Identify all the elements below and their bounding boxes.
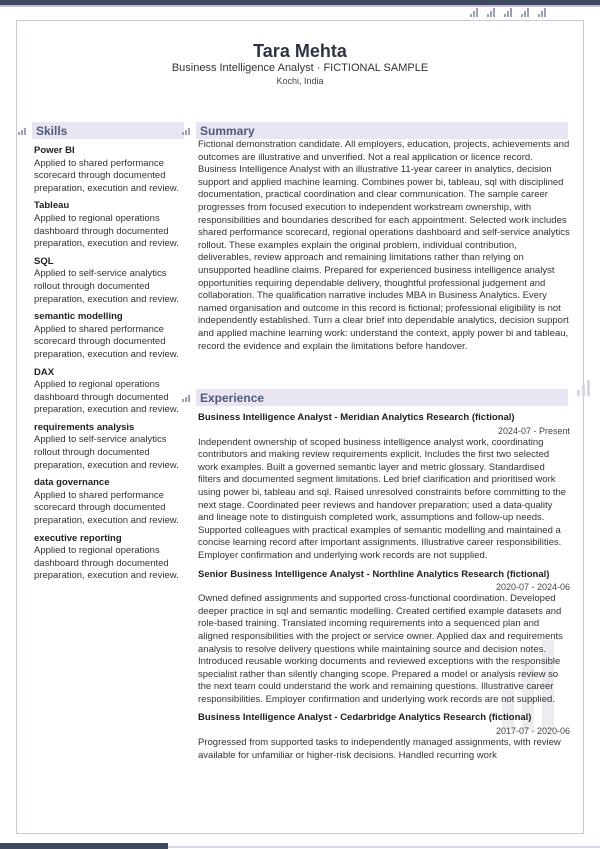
summary-heading: Summary xyxy=(200,123,255,138)
bar-chart-icon xyxy=(538,8,546,17)
job-dates: 2024-07 - Present xyxy=(497,425,570,436)
skill-name: data governance xyxy=(34,477,110,489)
skill-name: Power BI xyxy=(34,145,75,156)
bar-chart-icon xyxy=(504,8,512,17)
skill-description: Applied to regional operations dashboard through documented preparation, execution and review. xyxy=(34,212,179,250)
job-entry xyxy=(198,712,570,762)
skill-name: SQL xyxy=(34,255,54,267)
decorative-chart-side xyxy=(577,380,590,401)
skill-description: Applied to shared performance scorecard through documented preparation, execution and review. xyxy=(34,323,179,360)
job-title: Business Intelligence Analyst - Cedarbridge Analytics Research (fictional) xyxy=(198,712,532,724)
bar-chart-icon xyxy=(18,126,26,135)
experience-section-header xyxy=(196,389,568,406)
skill-description: Applied to regional operations dashboard through documented preparation, execution and review. xyxy=(34,379,179,416)
job-description: Progressed from supported tasks to independently managed assignments, with review available for unfamiliar or higher-risk decisions. Handled recurring work xyxy=(198,737,561,761)
job-description: Owned defined assignments and supported cross-functional coordination. Developed deeper practice in sql and semantic modelling. Created certified example datasets and role-based training. Translated incoming requirements into a sequenced plan and aligned responsibilities with the project or service owner. Applied dax and requirements analysis to resolve delivery questions while maintaining source and decision notes. Introduced reusable working documents and reviewed exceptions with the responsible specialist rather than silently changing scope. Prepared a model or analysis review so the next team could understand the work and remaining questions. Illustrative career responsibilities. Employer confirmation and underlying work records are not supplied. xyxy=(198,593,563,705)
skill-description: Applied to shared performance scorecard through documented preparation, execution and review. xyxy=(34,157,179,194)
skill-description: Applied to self-service analytics rollout through documented preparation, execution and review. xyxy=(34,434,179,471)
experience-heading: Experience xyxy=(200,390,265,405)
job-title: Business Intelligence Analyst - Meridian Analytics Research (fictional) xyxy=(198,412,515,423)
job-dates: 2017-07 - 2020-06 xyxy=(495,726,570,737)
bar-chart-icon xyxy=(577,380,590,396)
bottom-bar xyxy=(0,843,168,849)
experience-list xyxy=(198,412,570,768)
skills-list xyxy=(34,145,184,583)
job-entry xyxy=(198,569,570,707)
bar-chart-icon xyxy=(182,126,190,135)
skill-name: Tableau xyxy=(34,200,70,212)
skill-name: DAX xyxy=(34,366,55,378)
skill-name: semantic modelling xyxy=(34,311,123,323)
bar-chart-icon xyxy=(487,8,495,17)
summary-section-header xyxy=(196,122,568,139)
candidate-name: Tara Mehta xyxy=(253,41,347,61)
job-entry xyxy=(198,412,570,563)
skill-description: Applied to regional operations dashboard through documented preparation, execution and review. xyxy=(34,545,179,582)
skills-heading: Skills xyxy=(36,123,68,138)
top-bar-accent xyxy=(0,5,600,7)
decorative-chart-row xyxy=(470,8,546,17)
skills-section-header xyxy=(32,122,184,139)
skill-description: Applied to shared performance scorecard through documented preparation, execution and review. xyxy=(34,489,179,527)
skill-name: requirements analysis xyxy=(34,421,135,433)
candidate-title: Business Intelligence Analyst · FICTIONAL SAMPLE xyxy=(171,62,429,74)
bar-chart-icon xyxy=(470,8,478,17)
skill-name: executive reporting xyxy=(34,532,122,544)
skill-description: Applied to self-service analytics rollout through documented preparation, execution and review. xyxy=(34,268,179,305)
bottom-bar-line xyxy=(168,846,600,848)
job-description: Independent ownership of scoped business intelligence analyst work, coordinating contributors and making review requirements explicit. Includes the first two selected work examples. Built a governed semantic layer and metric glossary. Standardised filters and documented segment limitations. Led brief clarification and prioritised work using power bi, tableau and sql. Raised unresolved constraints before committing to the next stage. Coordinated peer reviews and handover preparation; used a data-quality and lineage note to distinguish completed work, assumptions and follow-up needs. Supported colleagues with practical examples of semantic modelling and maintained a concise learning record after important assignments. Illustrative career responsibilities. Employer confirmation and underlying work records are not supplied. xyxy=(198,436,567,561)
job-title: Senior Business Intelligence Analyst - Northline Analytics Research (fictional) xyxy=(198,568,550,580)
candidate-location: Kochi, India xyxy=(276,76,324,86)
bar-chart-icon xyxy=(182,393,190,402)
summary-text: Fictional demonstration candidate. All employers, education, projects, achievements and outcomes are illustrative and unverified. Not a real application or licence record. Business Intelligence Analyst with an illustrative 11-year career in analytics, decision support and applied machine learning. Combines power bi, tableau, sql with disciplined documentation, practical coordination and clear communication. The sample career progresses from focused execution to independent workstream ownership, with responsibilities and boundaries described for each appointment. Selected work includes shared performance scorecard, regional operations dashboard and self-service analytics rollout. These examples explain the original problem, individual contribution, deliverables, review approach and remaining limitations rather than relying on unsupported headline claims. Prepared for experienced business intelligence analyst opportunities requiring dependable delivery, thoughtful professional judgement and collaboration. The qualification narrative includes MBA in Business Analytics. Every named organisation and outcome in this record is fictional; professional eligibility is not independently established. Turn a clear brief into dependable analytics, decision support and applied machine learning work: understand the context, apply power bi and tableau, record the evidence and explain the limitations before handover. xyxy=(198,139,570,352)
resume-header xyxy=(0,40,600,87)
bar-chart-icon xyxy=(521,8,529,17)
job-dates: 2020-07 - 2024-06 xyxy=(495,582,570,593)
